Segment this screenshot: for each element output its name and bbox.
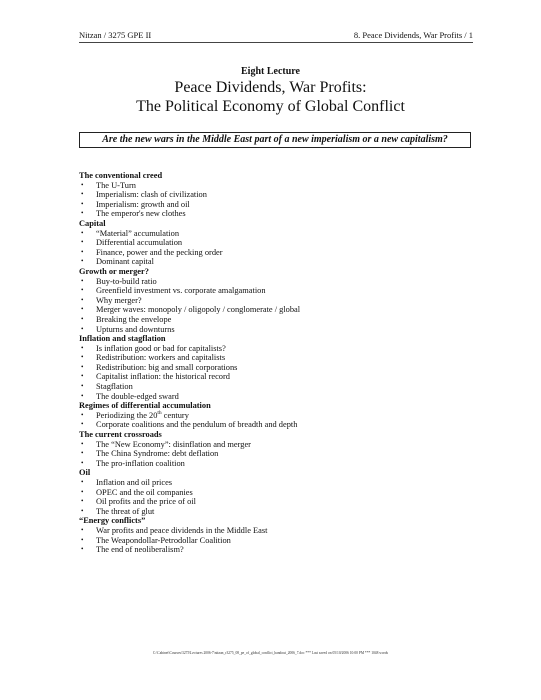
file-path-footer: C:\Cabinet\Courses\3275\Lectures 2006-7\nitzan_r3275_08_pe_of_global_conflict_handout_2006_7.doc *** Last saved on 05/10/2006 10:00 PM *** 1048 words xyxy=(152,651,389,655)
outline-item xyxy=(79,411,499,421)
outline-item-text: Stagflation xyxy=(96,382,133,392)
outline-item xyxy=(79,238,499,248)
outline-item-text: The pro-inflation coalition xyxy=(96,458,185,468)
page-header xyxy=(79,30,473,43)
outline-item xyxy=(79,344,499,354)
outline-item xyxy=(79,392,499,402)
bullet-icon: • xyxy=(81,372,84,381)
question-box: Are the new wars in the Middle East part of a new imperialism or a new capitalism? xyxy=(79,132,471,148)
bullet-icon: • xyxy=(81,353,84,362)
outline-item xyxy=(79,382,499,392)
outline-item-text: Upturns and downturns xyxy=(96,324,175,334)
outline-item xyxy=(79,296,499,306)
bullet-icon: • xyxy=(81,209,84,218)
outline-item-text: OPEC and the oil companies xyxy=(96,487,193,497)
outline-item xyxy=(79,459,499,469)
outline-item-text: Redistribution: workers and capitalists xyxy=(96,353,226,363)
outline-item-text: Dominant capital xyxy=(96,257,154,267)
outline-item xyxy=(79,305,499,315)
bullet-icon: • xyxy=(81,238,84,247)
outline-item-text: Why merger? xyxy=(96,295,142,305)
outline-item xyxy=(79,363,499,373)
outline-item-text: Merger waves: monopoly / oligopoly / conglomerate / global xyxy=(96,305,301,315)
outline-item-text: Finance, power and the pecking order xyxy=(96,247,223,257)
bullet-icon: • xyxy=(81,314,84,323)
outline-item-text: The emperor's new clothes xyxy=(96,209,186,219)
outline-item xyxy=(79,286,499,296)
outline-item xyxy=(79,229,499,239)
outline-item xyxy=(79,440,499,450)
outline-item-text: “Material” accumulation xyxy=(96,228,180,238)
lecture-number: Eight Lecture xyxy=(241,66,300,77)
outline-item xyxy=(79,507,499,517)
outline-item-text: Imperialism: growth and oil xyxy=(96,199,190,209)
outline-item xyxy=(79,200,499,210)
outline-item xyxy=(79,488,499,498)
lecture-outline xyxy=(79,171,499,555)
outline-item-text: The threat of glut xyxy=(96,506,155,516)
outline-item xyxy=(79,181,499,191)
section-heading: Regimes of differential accumulation xyxy=(79,401,211,411)
bullet-icon: • xyxy=(81,449,84,458)
bullet-icon: • xyxy=(81,458,84,467)
title-line-1: Peace Dividends, War Profits: xyxy=(174,79,367,96)
header-right: 8. Peace Dividends, War Profits / 1 xyxy=(353,30,473,40)
bullet-icon: • xyxy=(81,535,84,544)
outline-item-text: Differential accumulation xyxy=(96,238,183,248)
bullet-icon: • xyxy=(81,362,84,371)
outline-item xyxy=(79,248,499,258)
outline-item xyxy=(79,449,499,459)
bullet-icon: • xyxy=(81,228,84,237)
section-heading: Inflation and stagflation xyxy=(79,334,166,344)
section-heading: Capital xyxy=(79,218,106,228)
bullet-icon: • xyxy=(81,478,84,486)
bullet-icon: • xyxy=(81,180,84,189)
bullet-icon: • xyxy=(81,257,84,266)
header-left: Nitzan / 3275 GPE II xyxy=(79,30,152,40)
outline-item-text: Imperialism: clash of civilization xyxy=(96,190,207,200)
outline-item xyxy=(79,190,499,200)
bullet-icon: • xyxy=(81,545,84,554)
outline-item xyxy=(79,497,499,507)
bullet-icon: • xyxy=(81,343,84,352)
outline-item xyxy=(79,209,499,219)
outline-item-text: War profits and peace dividends in the Middle East xyxy=(96,525,268,535)
outline-item-text: The double-edged sward xyxy=(96,391,179,401)
outline-item xyxy=(79,372,499,382)
bullet-icon: • xyxy=(81,420,84,429)
bullet-icon: • xyxy=(81,525,84,534)
outline-item xyxy=(79,545,499,555)
bullet-icon: • xyxy=(81,410,84,419)
bullet-icon: • xyxy=(81,324,84,333)
outline-item-text: Oil profits and the price of oil xyxy=(96,497,197,507)
bullet-icon: • xyxy=(81,305,84,314)
outline-item xyxy=(79,325,499,335)
outline-item xyxy=(79,526,499,536)
outline-item-text: Breaking the envelope xyxy=(96,314,172,324)
outline-item-text: Periodizing the 20th century xyxy=(96,410,189,420)
outline-item xyxy=(79,536,499,546)
outline-item-text: The “New Economy”: disinflation and merger xyxy=(96,439,251,449)
bullet-icon: • xyxy=(81,439,84,448)
bullet-icon: • xyxy=(81,382,84,391)
outline-item-text: Inflation and oil prices xyxy=(96,478,173,487)
bullet-icon: • xyxy=(81,295,84,304)
outline-item-text: Buy-to-build ratio xyxy=(96,276,157,286)
outline-item-text: Capitalist inflation: the historical record xyxy=(96,372,230,382)
bullet-icon: • xyxy=(81,391,84,400)
bullet-icon: • xyxy=(81,247,84,256)
section-heading: Oil xyxy=(79,468,91,478)
title-line-2: The Political Economy of Global Conflict xyxy=(136,98,405,115)
bullet-icon: • xyxy=(81,506,84,515)
outline-item-text: The end of neoliberalism? xyxy=(96,545,184,555)
outline-item-text: Corporate coalitions and the pendulum of breadth and depth xyxy=(96,420,298,430)
bullet-icon: • xyxy=(81,276,84,285)
outline-item-text: The Weapondollar-Petrodollar Coalition xyxy=(96,535,231,545)
outline-item xyxy=(79,315,499,325)
outline-item-text: Greenfield investment vs. corporate amalgamation xyxy=(96,286,266,296)
outline-item-text: The China Syndrome: debt deflation xyxy=(96,449,219,459)
outline-item xyxy=(79,353,499,363)
bullet-icon: • xyxy=(81,199,84,208)
outline-item xyxy=(79,420,499,430)
outline-item-text: The U-Turn xyxy=(96,180,136,190)
section-heading: The conventional creed xyxy=(79,171,163,180)
outline-item xyxy=(79,478,499,488)
bullet-icon: • xyxy=(81,286,84,295)
section-heading: The current crossroads xyxy=(79,430,162,440)
bullet-icon: • xyxy=(81,190,84,199)
outline-item xyxy=(79,257,499,267)
bullet-icon: • xyxy=(81,487,84,496)
bullet-icon: • xyxy=(81,497,84,506)
section-heading: Growth or merger? xyxy=(79,266,149,276)
outline-item xyxy=(79,277,499,287)
section-heading: “Energy conflicts” xyxy=(79,516,146,526)
outline-item-text: Is inflation good or bad for capitalists? xyxy=(96,343,226,353)
outline-item-text: Redistribution: big and small corporations xyxy=(96,362,238,372)
